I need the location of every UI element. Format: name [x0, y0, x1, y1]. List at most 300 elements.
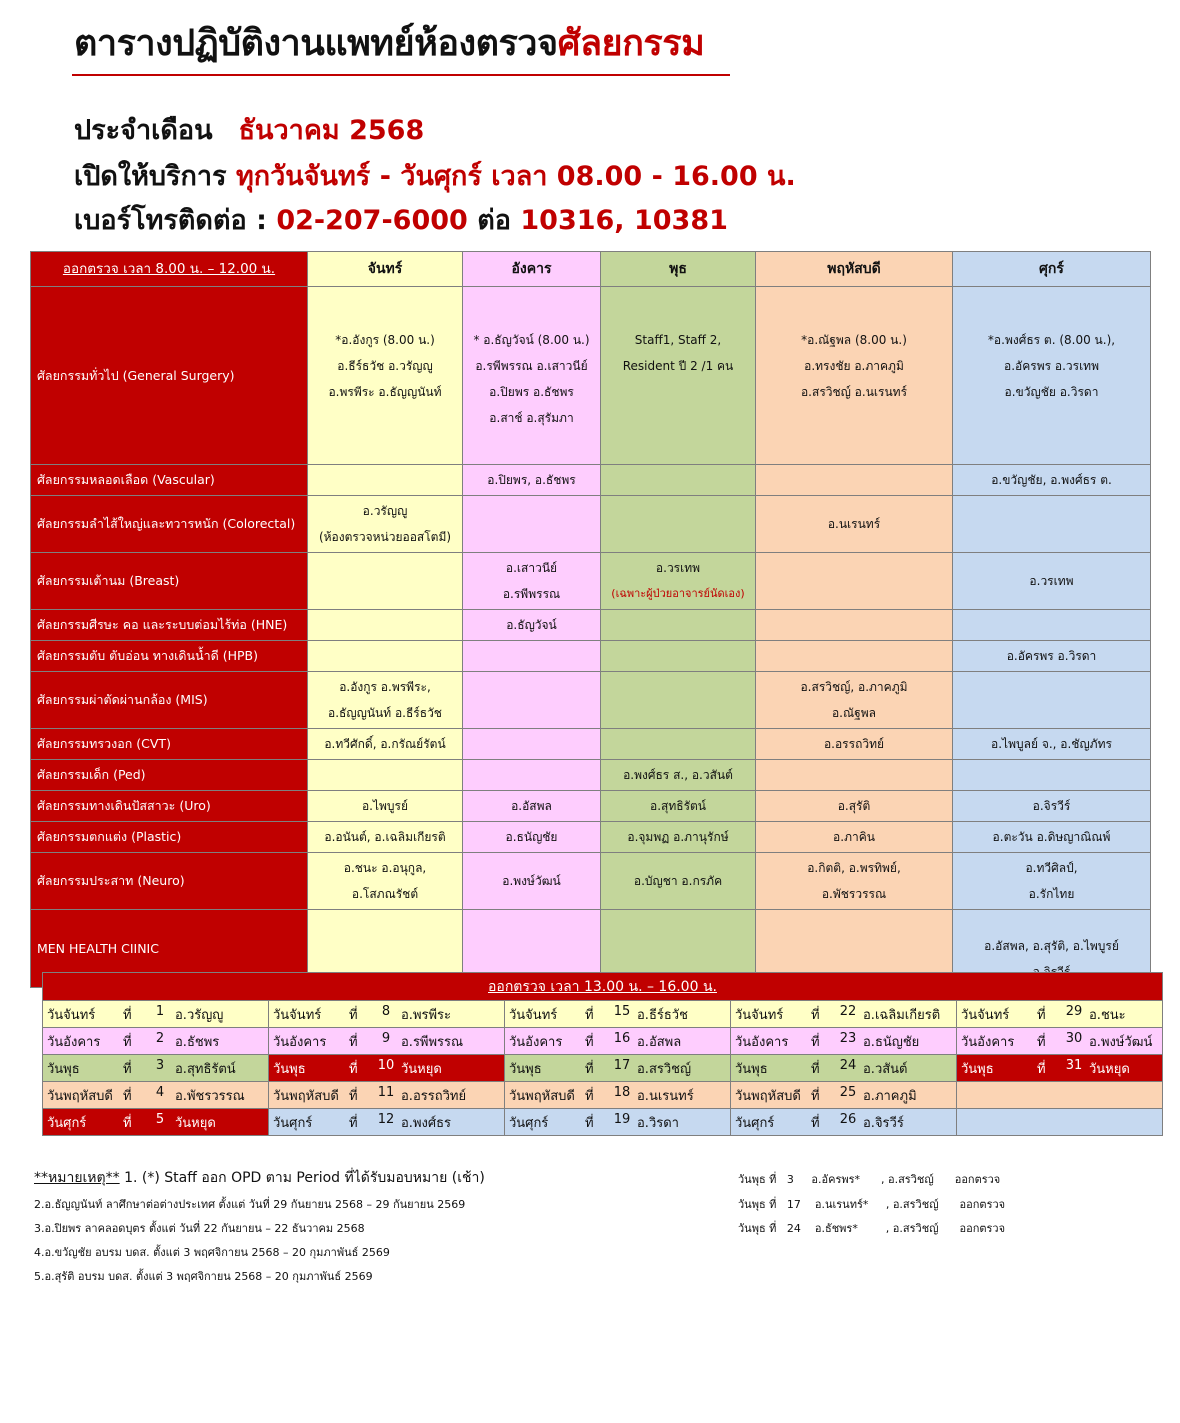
specialty-label: ศัลยกรรมหลอดเลือด (Vascular) — [31, 465, 308, 496]
afternoon-entry — [273, 1058, 500, 1079]
afternoon-cell — [505, 1001, 731, 1028]
schedule-cell-mon — [308, 853, 463, 910]
afternoon-doctor: อ.ธนัญชัย — [863, 1034, 920, 1050]
schedule-cell-thu — [756, 822, 953, 853]
afternoon-cell — [43, 1028, 269, 1055]
afternoon-day: วันพฤหัสบดี — [47, 1088, 113, 1104]
day-header-wed: พุธ — [601, 252, 756, 287]
schedule-cell-tue — [463, 553, 601, 610]
doctor-line: อ.สุรัติ — [837, 799, 871, 813]
afternoon-date: 24 — [839, 1057, 857, 1073]
specialty-label: ศัลยกรรมทรวงอก (CVT) — [31, 729, 308, 760]
afternoon-date: 12 — [377, 1111, 395, 1127]
note-4: 4.อ.ขวัญชัย อบรม บดส. ตั้งแต่ 3 พฤศจิกายน 2568 – 20 กุมภาพันธ์ 2569 — [34, 1246, 390, 1259]
schedule-cell-mon — [308, 760, 463, 791]
schedule-cell-tue — [463, 760, 601, 791]
schedule-cell-wed — [601, 853, 756, 910]
afternoon-day: วันจันทร์ — [961, 1007, 1010, 1023]
note-1-text: 1. (*) Staff ออก OPD ตาม Period ที่ได้รับมอบหมาย (เช้า) — [119, 1170, 485, 1186]
afternoon-doctor: อ.สรวิชญ์ — [637, 1061, 692, 1077]
schedule-cell-mon — [308, 465, 463, 496]
afternoon-th: ที่ — [585, 1007, 594, 1023]
title-highlight: ศัลยกรรม — [557, 23, 705, 64]
schedule-cell-tue — [463, 729, 601, 760]
schedule-cell-wed — [601, 465, 756, 496]
note-label: **หมายเหตุ** — [34, 1170, 120, 1186]
afternoon-entry — [735, 1085, 952, 1106]
schedule-cell-thu — [756, 672, 953, 729]
afternoon-date: 19 — [613, 1111, 631, 1127]
phone-label: เบอร์โทรติดต่อ : — [74, 205, 267, 236]
afternoon-date: 26 — [839, 1111, 857, 1127]
afternoon-doctor: อ.วรัญญู — [175, 1007, 224, 1023]
schedule-cell-wed — [601, 760, 756, 791]
afternoon-th: ที่ — [349, 1061, 358, 1077]
afternoon-th: ที่ — [1037, 1034, 1046, 1050]
afternoon-th: ที่ — [123, 1007, 132, 1023]
afternoon-doctor: อ.ชนะ — [1089, 1007, 1126, 1023]
doctor-line: อ.ขวัญชัย อ.วิรดา — [1004, 385, 1099, 399]
doctor-line: อ.จิรวีร์ — [1032, 799, 1071, 813]
afternoon-cell — [731, 1109, 957, 1136]
doctor-line: อ.ชนะ อ.อนุกูล, — [343, 861, 427, 875]
afternoon-entry — [273, 1004, 500, 1025]
doctor-line: อ.ปิยพร อ.ธัชพร — [489, 385, 574, 399]
afternoon-row — [43, 1109, 1163, 1136]
afternoon-cell — [957, 1055, 1163, 1082]
schedule-row — [31, 496, 1151, 553]
afternoon-th: ที่ — [585, 1061, 594, 1077]
afternoon-row — [43, 1055, 1163, 1082]
doctor-line: อ.อนันต์, อ.เฉลิมเกียรติ — [324, 830, 446, 844]
afternoon-cell — [731, 1082, 957, 1109]
schedule-row — [31, 729, 1151, 760]
schedule-cell-mon — [308, 610, 463, 641]
doctor-line: อ.สรวิชญ์ อ.นเรนทร์ — [800, 385, 908, 399]
afternoon-day: วันจันทร์ — [273, 1007, 322, 1023]
schedule-cell-wed — [601, 641, 756, 672]
schedule-cell-fri — [953, 729, 1151, 760]
afternoon-row — [43, 1028, 1163, 1055]
afternoon-day: วันอังคาร — [47, 1034, 101, 1050]
afternoon-cell — [43, 1109, 269, 1136]
doctor-line: อ.ธนัญชัย — [505, 830, 558, 844]
day-header-fri: ศุกร์ — [953, 252, 1151, 287]
doctor-line: อ.ขวัญชัย, อ.พงศ์ธร ต. — [991, 473, 1112, 487]
afternoon-day: วันศุกร์ — [735, 1115, 775, 1131]
schedule-cell-mon — [308, 791, 463, 822]
doctor-line: อ.รักไทย — [1028, 887, 1075, 901]
schedule-cell-thu — [756, 641, 953, 672]
specialty-label: ศัลยกรรมตับ ตับอ่อน ทางเดินน้ำดี (HPB) — [31, 641, 308, 672]
afternoon-th: ที่ — [811, 1115, 820, 1131]
schedule-cell-thu — [756, 610, 953, 641]
afternoon-th: ที่ — [1037, 1061, 1046, 1077]
doctor-line: อ.ไพบูรย์ — [361, 799, 409, 813]
doctor-line: อ.ภาคิน — [833, 830, 875, 844]
afternoon-day: วันจันทร์ — [47, 1007, 96, 1023]
ext-value: 10316, 10381 — [520, 205, 728, 236]
afternoon-date: 11 — [377, 1084, 395, 1100]
morning-header-row — [31, 252, 1151, 287]
schedule-cell-fri — [953, 760, 1151, 791]
afternoon-cell — [505, 1055, 731, 1082]
afternoon-th: ที่ — [585, 1088, 594, 1104]
doctor-line: อ.บัญชา อ.กรภัค — [633, 874, 723, 888]
afternoon-cell — [957, 1001, 1163, 1028]
doctor-line: อ.อัสพล — [511, 799, 552, 813]
doctor-line: (ห้องตรวจหน่วยออสโตมี) — [318, 530, 452, 544]
specialty-label: ศัลยกรรมทั่วไป (General Surgery) — [31, 287, 308, 465]
specialty-label: ศัลยกรรมทางเดินปัสสาวะ (Uro) — [31, 791, 308, 822]
month-line — [74, 114, 424, 148]
afternoon-cell — [269, 1082, 505, 1109]
afternoon-th: ที่ — [123, 1034, 132, 1050]
month-label: ประจำเดือน — [74, 115, 213, 146]
specialty-label: ศัลยกรรมตกแต่ง (Plastic) — [31, 822, 308, 853]
schedule-cell-thu — [756, 496, 953, 553]
schedule-cell-wed — [601, 553, 756, 610]
schedule-cell-wed — [601, 672, 756, 729]
schedule-cell-thu — [756, 853, 953, 910]
afternoon-cell — [269, 1109, 505, 1136]
afternoon-doctor: อ.พรพีระ — [401, 1007, 452, 1023]
afternoon-date: 17 — [613, 1057, 631, 1073]
doctor-line: อ.ธัญวัจน์ — [506, 618, 557, 632]
doctor-line: อ.อรรถวิทย์ — [823, 737, 885, 751]
note-2: 2.อ.ธัญญนันท์ ลาศึกษาต่อต่างประเทศ ตั้งแต่ วันที่ 29 กันยายน 2568 – 29 กันยายน 2569 — [34, 1198, 466, 1211]
doctor-line: อ.สรวิชญ์, อ.ภาคภูมิ — [800, 680, 908, 694]
afternoon-day: วันอังคาร — [509, 1034, 563, 1050]
afternoon-entry — [47, 1085, 264, 1106]
schedule-row — [31, 610, 1151, 641]
afternoon-date: 8 — [381, 1003, 391, 1019]
afternoon-cell — [43, 1082, 269, 1109]
afternoon-date: 10 — [377, 1057, 395, 1073]
afternoon-entry — [735, 1058, 952, 1079]
afternoon-row — [43, 1001, 1163, 1028]
doctor-line: อ.กิตติ, อ.พรทิพย์, — [807, 861, 901, 875]
afternoon-date: 2 — [155, 1030, 165, 1046]
afternoon-date: 1 — [155, 1003, 165, 1019]
schedule-cell-tue — [463, 496, 601, 553]
afternoon-th: ที่ — [349, 1115, 358, 1131]
page-title — [74, 22, 704, 66]
doctor-line: อ.ปิยพร, อ.ธัชพร — [487, 473, 576, 487]
schedule-cell-wed — [601, 791, 756, 822]
afternoon-doctor: อ.ธีร์ธวัช — [637, 1007, 688, 1023]
afternoon-entry — [47, 1004, 264, 1025]
schedule-cell-fri — [953, 553, 1151, 610]
schedule-cell-fri — [953, 496, 1151, 553]
specialty-label: ศัลยกรรมเด็ก (Ped) — [31, 760, 308, 791]
afternoon-cell — [505, 1109, 731, 1136]
schedule-cell-wed — [601, 287, 756, 465]
ext-label: ต่อ — [477, 205, 511, 236]
note-5: 5.อ.สุรัติ อบรม บดส. ตั้งแต่ 3 พฤศจิกายน 2568 – 20 กุมภาพันธ์ 2569 — [34, 1270, 373, 1283]
hours-label: เปิดให้บริการ — [74, 161, 227, 192]
afternoon-th: ที่ — [123, 1061, 132, 1077]
schedule-row — [31, 287, 1151, 465]
doctor-line: อ.นเรนทร์ — [827, 517, 881, 531]
specialty-label: MEN HEALTH CIINIC — [31, 910, 308, 988]
doctor-line: *อ.ณัฐพล (8.00 น.) — [801, 333, 907, 347]
afternoon-day: วันพฤหัสบดี — [273, 1088, 339, 1104]
doctor-line: อ.ทวีศิลป์, — [1025, 861, 1078, 875]
afternoon-entry — [735, 1004, 952, 1025]
afternoon-day: วันพฤหัสบดี — [509, 1088, 575, 1104]
afternoon-entry — [509, 1112, 726, 1133]
doctor-line: อ.พงศ์ธร ส., อ.วสันต์ — [623, 768, 733, 782]
afternoon-empty-cell — [957, 1109, 1163, 1136]
afternoon-day: วันจันทร์ — [735, 1007, 784, 1023]
schedule-cell-mon — [308, 672, 463, 729]
afternoon-th: ที่ — [811, 1088, 820, 1104]
doctor-line: อ.วรัญญู — [362, 504, 408, 518]
afternoon-th: ที่ — [585, 1034, 594, 1050]
afternoon-th: ที่ — [1037, 1007, 1046, 1023]
afternoon-entry — [47, 1031, 264, 1052]
schedule-cell-tue — [463, 641, 601, 672]
afternoon-doctor: อ.ธัชพร — [175, 1034, 220, 1050]
doctor-line: อ.ทวีศักดิ์, อ.กรัณย์รัตน์ — [324, 737, 446, 751]
schedule-row — [31, 465, 1151, 496]
doctor-line: *อ.อังกูร (8.00 น.) — [335, 333, 435, 347]
afternoon-th: ที่ — [123, 1115, 132, 1131]
doctor-line: Resident ปี 2 /1 คน — [622, 359, 734, 373]
afternoon-entry — [273, 1112, 500, 1133]
schedule-row — [31, 822, 1151, 853]
schedule-cell-thu — [756, 287, 953, 465]
doctor-line: อ.พัชรวรรณ — [821, 887, 887, 901]
phone-value: 02-207-6000 — [276, 205, 468, 236]
afternoon-date: 22 — [839, 1003, 857, 1019]
afternoon-day: วันพุธ — [961, 1061, 994, 1077]
afternoon-cell — [731, 1028, 957, 1055]
afternoon-cell — [731, 1055, 957, 1082]
afternoon-cell — [731, 1001, 957, 1028]
afternoon-entry — [509, 1004, 726, 1025]
afternoon-entry — [735, 1112, 952, 1133]
afternoon-day: วันจันทร์ — [509, 1007, 558, 1023]
schedule-cell-mon — [308, 641, 463, 672]
month-value: ธันวาคม 2568 — [238, 115, 425, 146]
afternoon-th: ที่ — [349, 1034, 358, 1050]
afternoon-entry — [961, 1031, 1158, 1052]
afternoon-day: วันพุธ — [509, 1061, 542, 1077]
schedule-cell-tue — [463, 287, 601, 465]
schedule-cell-fri — [953, 610, 1151, 641]
afternoon-entry — [273, 1085, 500, 1106]
doctor-line: อ.ธัญญนันท์ อ.ธีร์ธวัช — [328, 706, 442, 720]
afternoon-entry — [47, 1112, 264, 1133]
afternoon-th: ที่ — [349, 1088, 358, 1104]
wed-breast-note: (เฉพาะผู้ป่วยอาจารย์นัดเอง) — [611, 587, 745, 600]
specialty-label: ศัลยกรรมลำไส้ใหญ่และทวารหนัก (Colorectal) — [31, 496, 308, 553]
schedule-cell-tue — [463, 610, 601, 641]
schedule-row — [31, 791, 1151, 822]
schedule-cell-mon — [308, 553, 463, 610]
specialty-label: ศัลยกรรมศีรษะ คอ และระบบต่อมไร้ท่อ (HNE) — [31, 610, 308, 641]
doctor-line: อ.วรเทพ — [655, 561, 701, 575]
title-text: ตารางปฏิบัติงานแพทย์ห้องตรวจ — [74, 23, 558, 64]
afternoon-entry — [509, 1085, 726, 1106]
doctor-line: อ.พงษ์วัฒน์ — [502, 874, 561, 888]
afternoon-doctor: อ.นเรนทร์ — [637, 1088, 694, 1104]
wed-note-1: วันพุธ ที่ 3 อ.อัครพร* , อ.สรวิชญ์ ออกตรวจ — [738, 1173, 1001, 1186]
afternoon-doctor: อ.วิรดา — [637, 1115, 679, 1131]
afternoon-entry — [961, 1058, 1158, 1079]
afternoon-doctor: อ.เฉลิมเกียรติ — [863, 1007, 941, 1023]
doctor-line: อ.อัครพร อ.วิรดา — [1006, 649, 1097, 663]
afternoon-day: วันศุกร์ — [47, 1115, 87, 1131]
schedule-cell-wed — [601, 822, 756, 853]
afternoon-doctor: อ.พงษ์วัฒน์ — [1089, 1034, 1153, 1050]
afternoon-cell — [43, 1055, 269, 1082]
schedule-row — [31, 760, 1151, 791]
doctor-line: อ.อัสพล, อ.สุรัติ, อ.ไพบูรย์ — [984, 939, 1119, 953]
day-header-thu: พฤหัสบดี — [756, 252, 953, 287]
schedule-cell-tue — [463, 822, 601, 853]
afternoon-cell — [269, 1001, 505, 1028]
schedule-cell-mon — [308, 822, 463, 853]
doctor-line: อ.สาช์ อ.สุรัมภา — [489, 411, 574, 425]
afternoon-doctor: อ.พงศ์ธร — [401, 1115, 452, 1131]
afternoon-date: 23 — [839, 1030, 857, 1046]
doctor-line: อ.ณัฐพล — [831, 706, 877, 720]
note-3: 3.อ.ปิยพร ลาคลอดบุตร ตั้งแต่ วันที่ 22 กันยายน – 22 ธันวาคม 2568 — [34, 1222, 365, 1235]
doctor-line: อ.สุทธิรัตน์ — [649, 799, 707, 813]
schedule-cell-fri — [953, 465, 1151, 496]
schedule-cell-thu — [756, 729, 953, 760]
afternoon-doctor: วันหยุด — [175, 1115, 216, 1131]
specialty-label: ศัลยกรรมผ่าตัดผ่านกล้อง (MIS) — [31, 672, 308, 729]
afternoon-date: 25 — [839, 1084, 857, 1100]
schedule-cell-thu — [756, 465, 953, 496]
afternoon-doctor: อ.สุทธิรัตน์ — [175, 1061, 236, 1077]
hours-line — [74, 160, 796, 194]
afternoon-day: วันอังคาร — [273, 1034, 327, 1050]
afternoon-date: 16 — [613, 1030, 631, 1046]
schedule-cell-fri — [953, 672, 1151, 729]
morning-schedule-table — [30, 251, 1151, 988]
doctor-line: อ.ธีร์ธวัช อ.วรัญญู — [337, 359, 433, 373]
doctor-line: อ.พรพีระ อ.ธัญญนันท์ — [328, 385, 442, 399]
afternoon-doctor: อ.ภาคภูมิ — [863, 1088, 917, 1104]
afternoon-time-header: ออกตรวจ เวลา 13.00 น. – 16.00 น. — [43, 973, 1163, 1001]
schedule-cell-fri — [953, 853, 1151, 910]
doctor-line: Staff1, Staff 2, — [634, 333, 722, 347]
schedule-row — [31, 853, 1151, 910]
schedule-cell-wed — [601, 496, 756, 553]
afternoon-entry — [509, 1031, 726, 1052]
afternoon-schedule-table — [42, 972, 1163, 1136]
schedule-cell-mon — [308, 729, 463, 760]
afternoon-doctor: อ.รพีพรรณ — [401, 1034, 464, 1050]
doctor-line: อ.ทรงชัย อ.ภาคภูมิ — [804, 359, 904, 373]
afternoon-cell — [957, 1028, 1163, 1055]
afternoon-day: วันพุธ — [273, 1061, 306, 1077]
afternoon-date: 29 — [1065, 1003, 1083, 1019]
afternoon-empty-cell — [957, 1082, 1163, 1109]
title-underline — [72, 74, 730, 76]
schedule-row — [31, 553, 1151, 610]
afternoon-entry — [47, 1058, 264, 1079]
afternoon-cell — [505, 1082, 731, 1109]
afternoon-cell — [43, 1001, 269, 1028]
doctor-line: อ.ไพบูลย์ จ., อ.ชัญภัทร — [991, 737, 1112, 751]
schedule-cell-tue — [463, 465, 601, 496]
afternoon-day: วันพฤหัสบดี — [735, 1088, 801, 1104]
wed-note-3: วันพุธ ที่ 24 อ.ธัชพร* , อ.สรวิชญ์ ออกตรวจ — [738, 1222, 1006, 1235]
afternoon-doctor: อ.พัชรวรรณ — [175, 1088, 245, 1104]
schedule-row — [31, 672, 1151, 729]
doctor-line: อ.วรเทพ — [1029, 574, 1074, 588]
schedule-cell-tue — [463, 672, 601, 729]
doctor-line: อ.โสภณรัชต์ — [351, 887, 419, 901]
doctor-line: อ.เสาวนีย์ — [505, 561, 558, 575]
afternoon-th: ที่ — [811, 1007, 820, 1023]
schedule-cell-wed — [601, 729, 756, 760]
day-header-tue: อังคาร — [463, 252, 601, 287]
afternoon-cell — [269, 1055, 505, 1082]
afternoon-th: ที่ — [811, 1034, 820, 1050]
doctor-line: อ.ตะวัน อ.ดิษญาณิณพ์ — [992, 830, 1111, 844]
schedule-cell-fri — [953, 287, 1151, 465]
afternoon-day: วันอังคาร — [735, 1034, 789, 1050]
schedule-row — [31, 641, 1151, 672]
afternoon-entry — [509, 1058, 726, 1079]
doctor-line: อ.อัครพร อ.วรเทพ — [1004, 359, 1099, 373]
doctor-line: อ.รพีพรรณ — [502, 587, 561, 601]
afternoon-day: วันพุธ — [735, 1061, 768, 1077]
afternoon-doctor: วันหยุด — [1089, 1061, 1130, 1077]
afternoon-entry — [273, 1031, 500, 1052]
afternoon-date: 4 — [155, 1084, 165, 1100]
afternoon-entry — [735, 1031, 952, 1052]
hours-value: ทุกวันจันทร์ - วันศุกร์ เวลา 08.00 - 16.00 น. — [235, 161, 796, 192]
wed-note-2: วันพุธ ที่ 17 อ.นเรนทร์* , อ.สรวิชญ์ ออกตรวจ — [738, 1198, 1006, 1211]
afternoon-date: 3 — [155, 1057, 165, 1073]
afternoon-doctor: อ.จิรวีร์ — [863, 1115, 904, 1131]
schedule-cell-tue — [463, 791, 601, 822]
schedule-cell-fri — [953, 822, 1151, 853]
schedule-cell-fri — [953, 641, 1151, 672]
schedule-cell-thu — [756, 553, 953, 610]
specialty-label: ศัลยกรรมประสาท (Neuro) — [31, 853, 308, 910]
specialty-label: ศัลยกรรมเต้านม (Breast) — [31, 553, 308, 610]
afternoon-date: 9 — [381, 1030, 391, 1046]
morning-time-header: ออกตรวจ เวลา 8.00 น. – 12.00 น. — [31, 252, 308, 287]
schedule-cell-wed — [601, 610, 756, 641]
afternoon-doctor: อ.อัสพล — [637, 1034, 682, 1050]
afternoon-cell — [269, 1028, 505, 1055]
phone-line — [74, 204, 728, 238]
afternoon-row — [43, 1082, 1163, 1109]
doctor-line: * อ.ธัญวัจน์ (8.00 น.) — [473, 333, 590, 347]
doctor-line: *อ.พงศ์ธร ต. (8.00 น.), — [987, 333, 1116, 347]
doctor-line: อ.จุมพฏ อ.ภานุรักษ์ — [627, 830, 729, 844]
schedule-cell-fri — [953, 791, 1151, 822]
afternoon-date: 5 — [155, 1111, 165, 1127]
afternoon-date: 31 — [1065, 1057, 1083, 1073]
schedule-cell-thu — [756, 791, 953, 822]
afternoon-doctor: อ.อรรถวิทย์ — [401, 1088, 467, 1104]
afternoon-th: ที่ — [811, 1061, 820, 1077]
afternoon-day: วันอังคาร — [961, 1034, 1015, 1050]
schedule-cell-tue — [463, 853, 601, 910]
afternoon-date: 18 — [613, 1084, 631, 1100]
